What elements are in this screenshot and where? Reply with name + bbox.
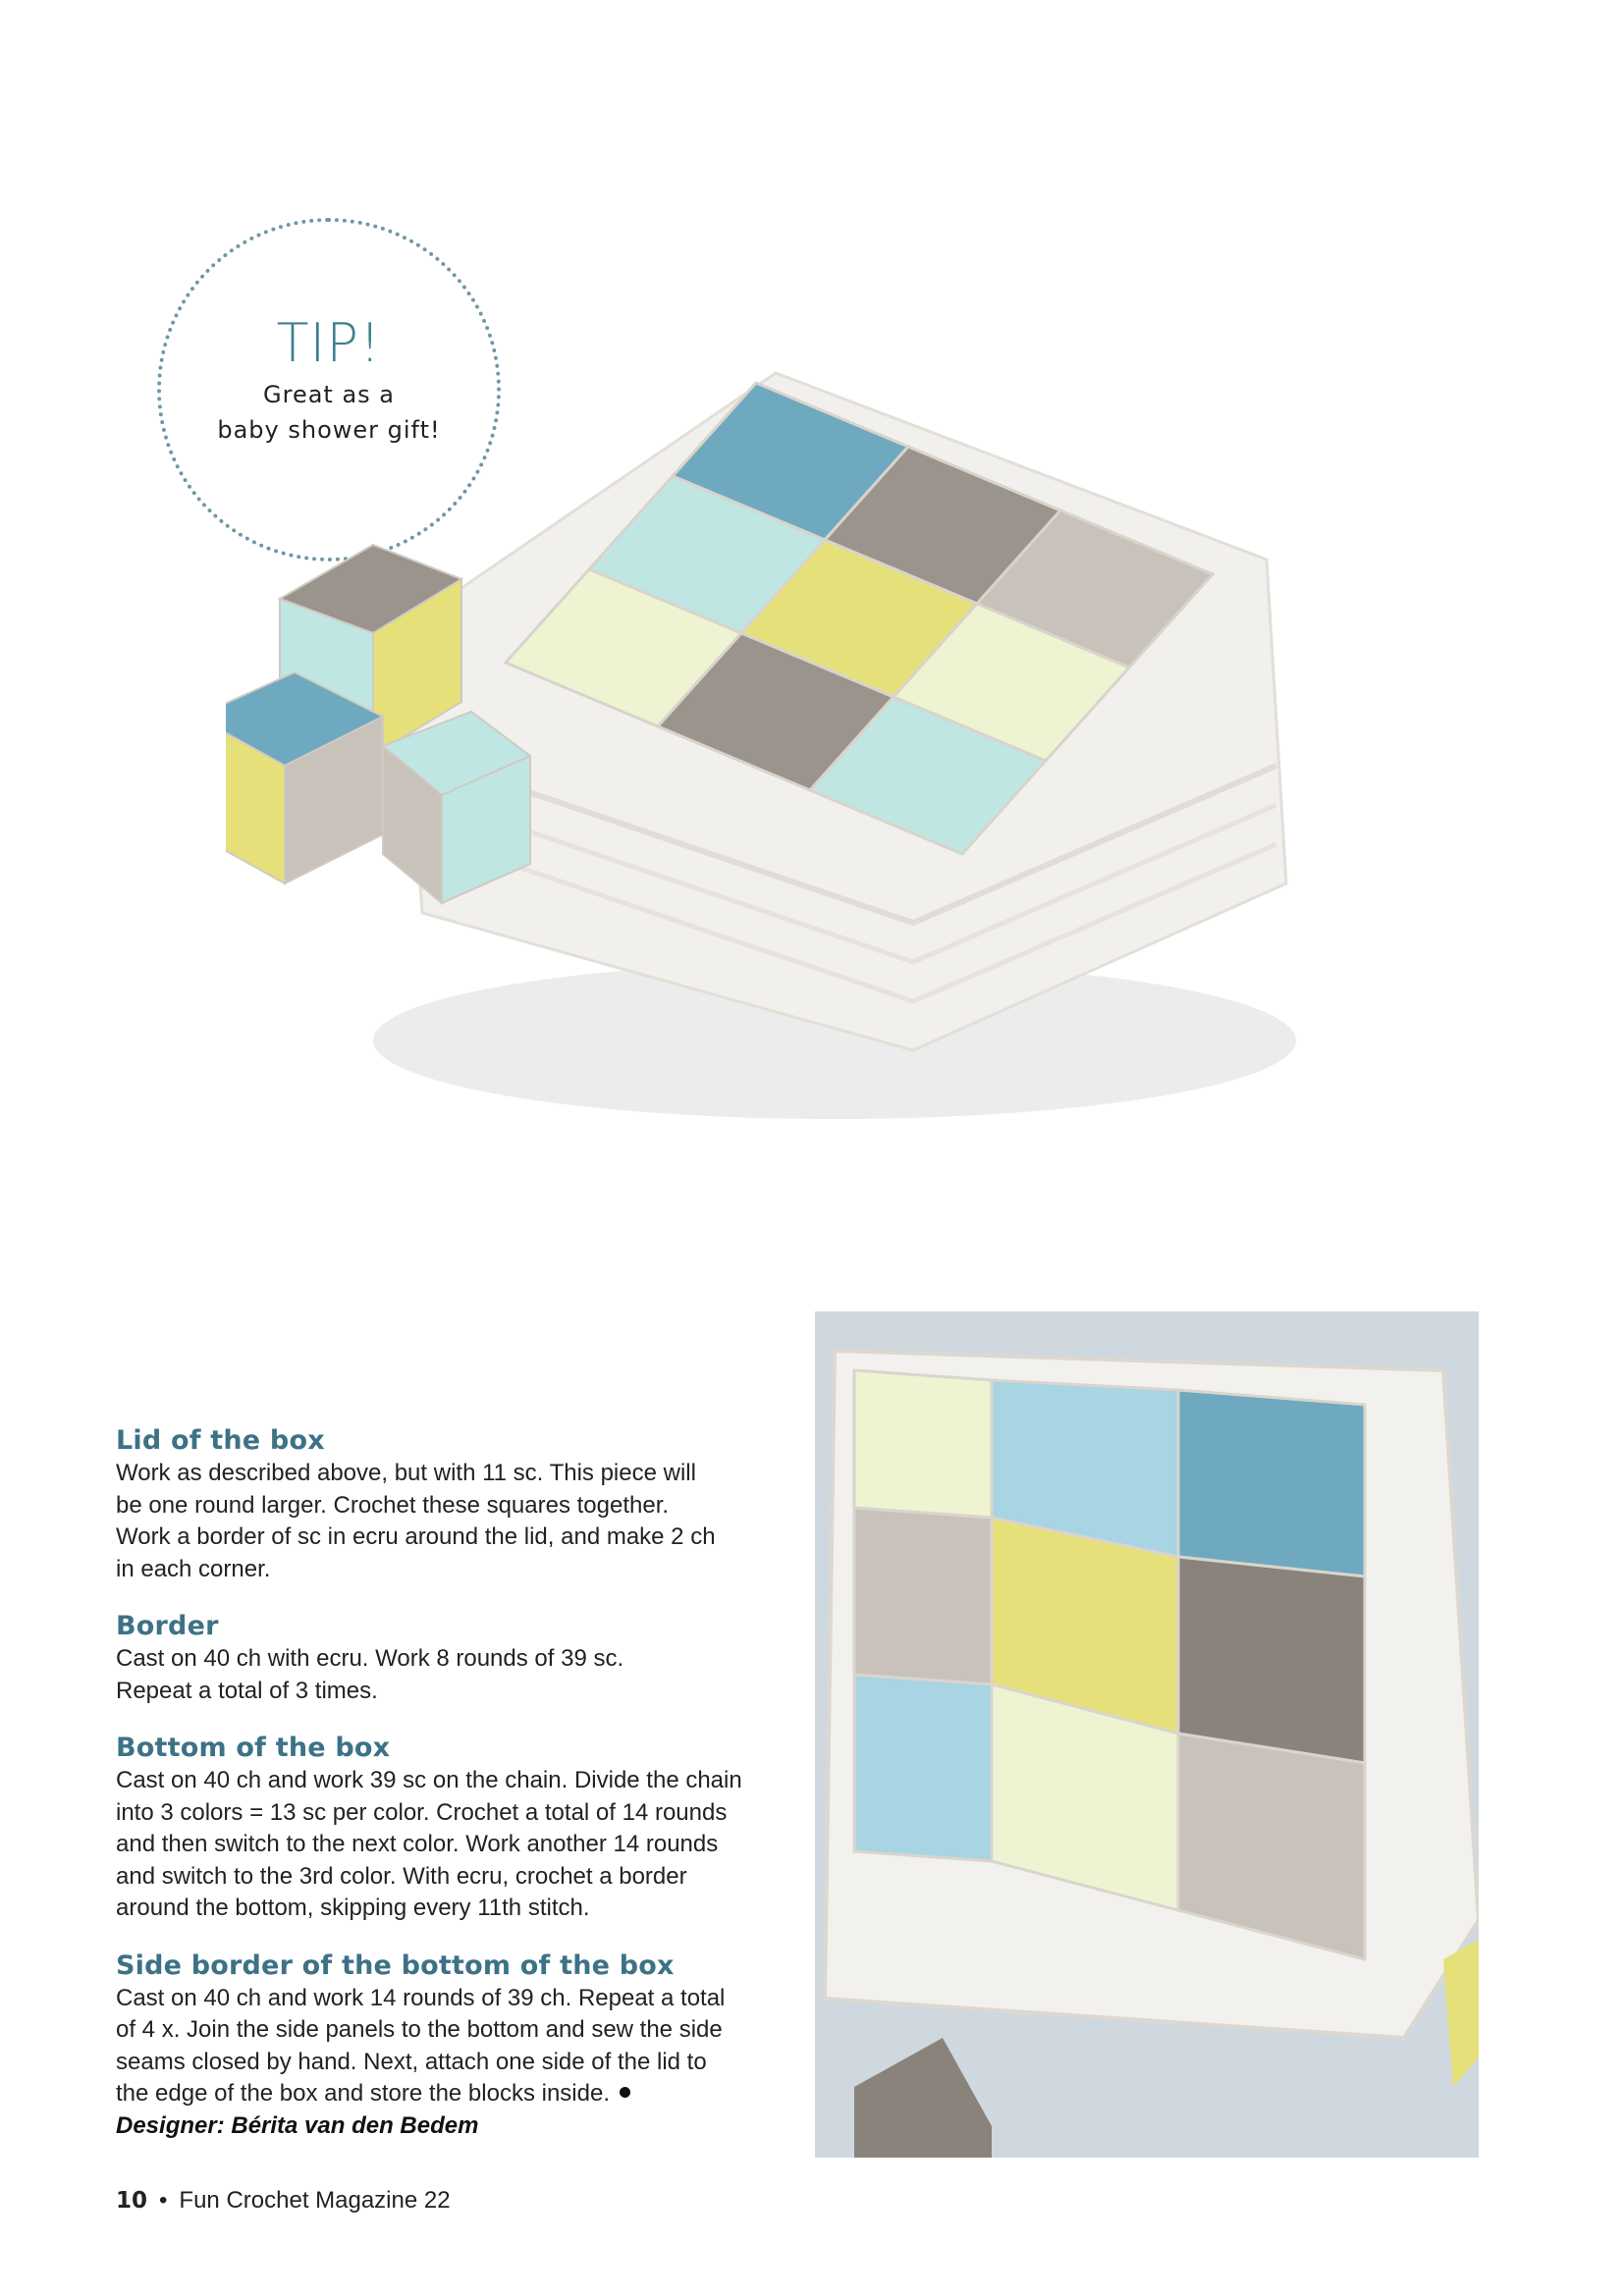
- section-body: [116, 1643, 774, 1707]
- text-line: and switch to the 3rd color. With ecru, crochet a border: [116, 1862, 687, 1890]
- section-heading: Lid of the box: [116, 1425, 325, 1456]
- text-line: and then switch to the next color. Work another 14 rounds: [116, 1831, 719, 1857]
- text-line: Repeat a total of 3 times.: [116, 1677, 378, 1704]
- text-line: the edge of the box and store the blocks inside.: [116, 2080, 611, 2107]
- crochet-box-photo: [226, 334, 1345, 1325]
- section-body: [116, 1458, 774, 1585]
- text-line: of 4 x. Join the side panels to the bottom and sew the side: [116, 2016, 723, 2043]
- page-footer: [116, 2187, 451, 2215]
- page-number: 10: [116, 2188, 148, 2214]
- bullet-separator-icon: •: [159, 2187, 168, 2214]
- text-line: into 3 colors = 13 sc per color. Crochet a total of 14 rounds: [116, 1798, 728, 1826]
- tip-text-line-1: Great as a: [263, 381, 395, 408]
- text-line: in each corner.: [116, 1555, 271, 1582]
- text-line: seams closed by hand. Next, attach one side of the lid to: [116, 2048, 707, 2075]
- section-heading: Border: [116, 1611, 219, 1641]
- designer-credit: Designer: Bérita van den Bedem: [116, 2111, 479, 2139]
- section-lid-of-box: [116, 1425, 774, 1585]
- crochet-lid-closeup-photo: [815, 1311, 1479, 2158]
- tip-title: TIP!: [276, 312, 382, 374]
- section-heading: Bottom of the box: [116, 1733, 391, 1763]
- text-line: Cast on 40 ch with ecru. Work 8 rounds of 39 sc.: [116, 1645, 624, 1672]
- section-heading: Side border of the bottom of the box: [116, 1949, 675, 1981]
- end-bullet-icon: [620, 2087, 630, 2098]
- text-line: Cast on 40 ch and work 39 sc on the chain. Divide the chain: [116, 1767, 742, 1793]
- text-line: Work as described above, but with 11 sc. This piece will: [116, 1460, 696, 1486]
- text-line: be one round larger. Crochet these squares together.: [116, 1491, 670, 1519]
- section-bottom-of-box: [116, 1733, 774, 1925]
- magazine-title: Fun Crochet Magazine 22: [179, 2187, 451, 2214]
- pattern-instructions: [116, 1425, 774, 2142]
- section-body: [116, 1765, 774, 1925]
- section-border: [116, 1611, 774, 1707]
- section-body: [116, 1983, 774, 2110]
- text-line: around the bottom, skipping every 11th stitch.: [116, 1895, 590, 1921]
- text-line: Work a border of sc in ecru around the lid, and make 2 ch: [116, 1523, 716, 1550]
- section-side-border: [116, 1950, 774, 2110]
- tip-text-line-2: baby shower gift!: [217, 416, 441, 444]
- text-line: Cast on 40 ch and work 14 rounds of 39 ch. Repeat a total: [116, 1984, 726, 2011]
